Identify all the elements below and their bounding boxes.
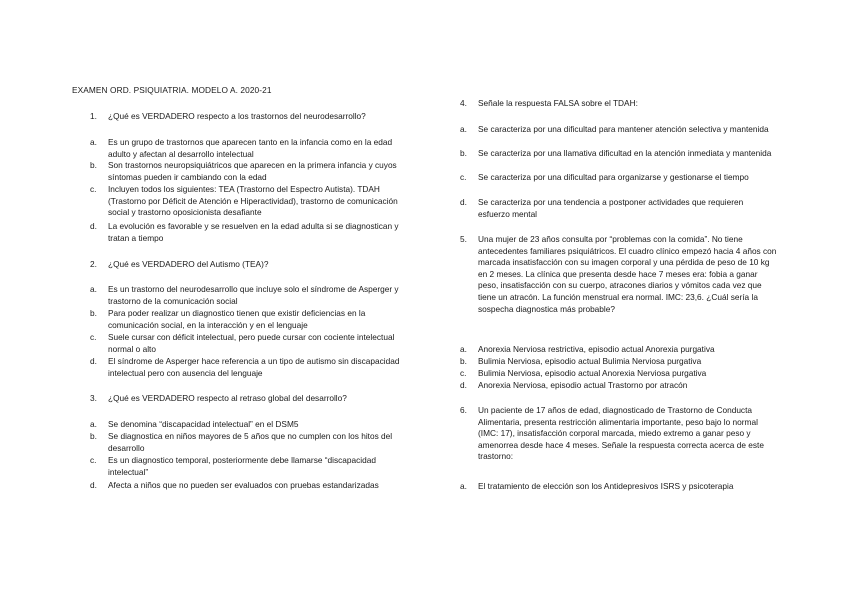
- option-4d[interactable]: [460, 197, 775, 220]
- option-text: Es un trastorno del neurodesarrollo que incluye solo el síndrome de Asperger y trastorno de la comunicación social: [108, 284, 399, 306]
- option-letter: d.: [90, 356, 97, 366]
- option-3a[interactable]: [90, 419, 405, 431]
- option-letter: b.: [460, 148, 467, 158]
- option-letter: a.: [460, 344, 467, 354]
- option-3c[interactable]: [90, 455, 405, 478]
- option-text: Se caracteriza por una dificultad para mantener atención selectiva y mantenida: [478, 124, 769, 134]
- question-2: [90, 259, 390, 271]
- option-5b[interactable]: [460, 356, 775, 368]
- option-4a[interactable]: [460, 124, 775, 136]
- option-text: El tratamiento de elección son los Antidepresivos ISRS y psicoterapia: [478, 481, 734, 491]
- option-text: Anorexia Nerviosa, episodio actual Trastorno por atracón: [478, 380, 688, 390]
- exam-title: EXAMEN ORD. PSIQUIATRIA. MODELO A. 2020-21: [72, 85, 272, 95]
- question-number: 3.: [90, 393, 97, 403]
- option-letter: a.: [90, 137, 97, 147]
- question-number: 5.: [460, 234, 467, 244]
- option-text: El síndrome de Asperger hace referencia a un tipo de autismo sin discapacidad intelectual pero con ausencia del lenguaje: [108, 356, 400, 378]
- option-letter: b.: [90, 308, 97, 318]
- option-text: Incluyen todos los siguientes: TEA (Trastorno del Espectro Autista). TDAH (Trastorno por Déficit de Atención e Hiperactividad), trastorno de comunicación social y trastorno oposicionista desafiante: [108, 184, 398, 218]
- option-text: Anorexia Nerviosa restrictiva, episodio actual Anorexia purgativa: [478, 344, 715, 354]
- question-text: ¿Qué es VERDADERO respecto al retraso global del desarrollo?: [108, 393, 347, 403]
- option-letter: b.: [90, 160, 97, 170]
- option-text: Es un diagnostico temporal, posteriormente debe llamarse “discapacidad intelectual”: [108, 455, 376, 477]
- question-number: 2.: [90, 259, 97, 269]
- option-letter: d.: [90, 221, 97, 231]
- option-4b[interactable]: [460, 148, 775, 160]
- option-letter: c.: [460, 368, 467, 378]
- option-2b[interactable]: [90, 308, 405, 331]
- option-text: Son trastornos neuropsiquiátricos que aparecen en la primera infancia y cuyos síntomas pueden ir cambiando con la edad: [108, 160, 397, 182]
- option-letter: d.: [90, 480, 97, 490]
- option-1a[interactable]: [90, 137, 405, 160]
- option-letter: a.: [90, 284, 97, 294]
- question-5: [460, 234, 778, 315]
- option-letter: c.: [460, 172, 467, 182]
- option-1d[interactable]: [90, 221, 405, 244]
- option-1b[interactable]: [90, 160, 405, 183]
- option-text: Se caracteriza por una dificultad para organizarse y gestionarse el tiempo: [478, 172, 749, 182]
- option-text: La evolución es favorable y se resuelven en la edad adulta si se diagnostican y tratan a tiempo: [108, 221, 399, 243]
- question-number: 6.: [460, 405, 467, 415]
- option-letter: c.: [90, 455, 97, 465]
- option-text: Se denomina “discapacidad intelectual” en el DSM5: [108, 419, 299, 429]
- option-5a[interactable]: [460, 344, 775, 356]
- option-1c[interactable]: [90, 184, 405, 219]
- question-text: Una mujer de 23 años consulta por “problemas con la comida”. No tiene antecedentes familiares psiquiátricos. El cuadro clínico empezó hacia 4 años con marcada insatisfacción con su imagen corporal y una pérdida de peso de 10 kg en 2 meses. La clínica que presenta desde hace 7 meses era: fobia a ganar peso, insatisfacción con su cuerpo, atracones diarios y vómitos cada vez que tiene un atracón. La función menstrual era normal. IMC: 23,6. ¿Cuál sería la sospecha diagnostica más probable?: [478, 234, 777, 314]
- question-6: [460, 405, 778, 463]
- option-text: Bulimia Nerviosa, episodio actual Bulimia Nerviosa purgativa: [478, 356, 702, 366]
- option-3b[interactable]: [90, 431, 405, 454]
- question-text: Señale la respuesta FALSA sobre el TDAH:: [478, 98, 638, 108]
- option-text: Se caracteriza por una llamativa dificultad en la atención inmediata y mantenida: [478, 148, 772, 158]
- option-2d[interactable]: [90, 356, 405, 379]
- option-6a[interactable]: [460, 481, 778, 493]
- option-letter: a.: [460, 481, 467, 491]
- option-text: Afecta a niños que no pueden ser evaluados con pruebas estandarizadas: [108, 480, 379, 490]
- option-letter: a.: [90, 419, 97, 429]
- option-letter: b.: [460, 356, 467, 366]
- option-2c[interactable]: [90, 332, 405, 355]
- question-3: [90, 393, 390, 405]
- option-text: Es un grupo de trastornos que aparecen tanto en la infancia como en la edad adulto y afectan al desarrollo intelectual: [108, 137, 393, 159]
- option-letter: b.: [90, 431, 97, 441]
- option-5c[interactable]: [460, 368, 775, 380]
- option-letter: c.: [90, 184, 97, 194]
- question-1: [90, 111, 390, 123]
- question-4: [460, 98, 760, 110]
- option-text: Suele cursar con déficit intelectual, pero puede cursar con cociente intelectual normal o alto: [108, 332, 395, 354]
- option-letter: a.: [460, 124, 467, 134]
- option-letter: d.: [460, 380, 467, 390]
- option-text: Se diagnostica en niños mayores de 5 años que no cumplen con los hitos del desarrollo: [108, 431, 393, 453]
- question-text: Un paciente de 17 años de edad, diagnosticado de Trastorno de Conducta Alimentaria, presenta restricción alimentaria importante, peso bajo lo normal (IMC: 17), insatisfacción corporal marcada, miedo extremo a ganar peso y amenorrea desde hace 4 meses. Señale la respuesta correcta acerca de este trastorno:: [478, 405, 764, 462]
- option-3d[interactable]: [90, 480, 405, 492]
- option-2a[interactable]: [90, 284, 405, 307]
- question-number: 1.: [90, 111, 97, 121]
- option-text: Se caracteriza por una tendencia a postponer actividades que requieren esfuerzo mental: [478, 197, 744, 219]
- option-5d[interactable]: [460, 380, 775, 392]
- question-text: ¿Qué es VERDADERO del Autismo (TEA)?: [108, 259, 269, 269]
- option-letter: d.: [460, 197, 467, 207]
- question-number: 4.: [460, 98, 467, 108]
- option-4c[interactable]: [460, 172, 775, 184]
- option-letter: c.: [90, 332, 97, 342]
- question-text: ¿Qué es VERDADERO respecto a los trastornos del neurodesarrollo?: [108, 111, 366, 121]
- option-text: Para poder realizar un diagnostico tienen que existir deficiencias en la comunicación social, en la interacción y en el lenguaje: [108, 308, 366, 330]
- option-text: Bulimia Nerviosa, episodio actual Anorexia Nerviosa purgativa: [478, 368, 707, 378]
